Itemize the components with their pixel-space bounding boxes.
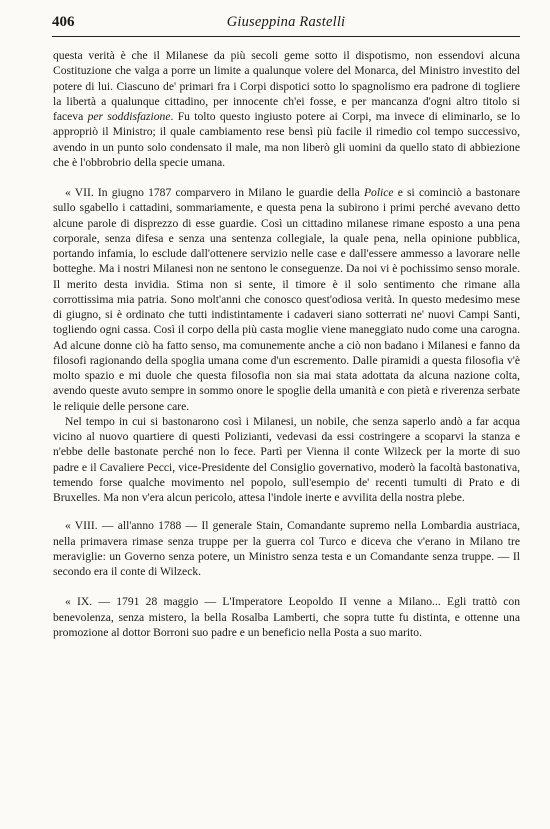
paragraph-vii: « VII. In giugno 1787 comparvero in Milano le guardie della Police e si cominciò a bastonare sullo sgabello i cattadini, sommariamente, e questa pena la subirono i primi perché avevano detto alcune parole di disprezzo di esse guardie. Così un cittadino milanese rimane esposto a una pena corporale, senza difesa e senza una sentenza collegiale, la quale pena, nella opinione pubblica, portando infamia, lo esclude dall'ottenere servizio nelle case e dall'essere ammesso a lavorare nelle botteghe. Ma i nostri Milanesi non ne sentono le conseguenze. Da noi vi è pochissimo senso morale. Il merito desta invidia. Stima non si sente, il timore è il solo sentimento che rimane alla corrottissima mia patria. Sono molt'anni che conosco quest'odiosa verità. In questo medesimo mese di giugno, si è ordinato che tutti indistintamente i cadaveri siano sotterrati ne' nuovi Campi Santi, togliendo ogni cassa. Così il corpo della più casta moglie viene maneggiato nudo come una carogna. Ad alcune donne ciò ha fatto senso, ma comunemente anche a ciò non badano i Milanesi e fanno da filosofi ragionando della spoglia umana come d'un escremento. Dalle piramidi a questa filosofia v'è molto spazio e mi duole che questa filosofia non sia mai stata adottata da alcuna nazione colta, avendo queste avuto sempre in sommo onore le spoglie della umanità e con pietà e riverenza serbate le reliquie delle persone care. bbox=[53, 186, 520, 413]
page-number: 406 bbox=[52, 14, 75, 30]
paragraph-viii: « VIII. — all'anno 1788 — Il generale Stain, Comandante supremo nella Lombardia austriaca, nella primavera rimase senza truppe per la guerra col Turco e diceva che v'erano in Milano tre meraviglie: un Governo senza potere, un Ministro senza testa e un Comandante senza truppe. — Il secondo era il conte di Wilzeck. bbox=[53, 519, 520, 578]
italic-phrase: per soddisfazione bbox=[87, 110, 171, 123]
running-title: Giuseppina Rastelli bbox=[226, 14, 346, 30]
page-body bbox=[53, 48, 520, 640]
italic-phrase: Police bbox=[363, 186, 394, 199]
paragraph-ix: « IX. — 1791 28 maggio — L'Imperatore Leopoldo II venne a Milano... Egli trattò con benevolenza, senza mistero, la bella Rosalba Lamberti, che sopra tutte fu distinta, e ottenne una promozione al dottor Borroni suo padre e un beneficio nella Posta a suo marito. bbox=[53, 595, 520, 639]
running-header bbox=[52, 14, 520, 37]
paragraph-vii-continued: Nel tempo in cui si bastonarono così i Milanesi, un nobile, che senza saperlo andò a far acqua vicino al nuovo quartiere di questi Polizianti, vedevasi da essi costringere a scoparvi la stanza e n'ebbe delle bastonate perché non lo fece. Partì per Vienna il conte Wilzeck per la morte di suo padre e il Cavaliere Pecci, vice-Presidente del Consiglio governativo, moderò la facoltà bastonativa, temendo forse qualche movimento nel popolo, sull'esempio de' recenti tumulti di Prato e di Bruxelles. Ma non v'era alcun pericolo, attesa l'indole inerte e avvilita della nostra plebe. bbox=[53, 414, 520, 504]
paragraph-continuation: questa verità è che il Milanese da più secoli geme sotto il dispotismo, non essendovi alcuna Costituzione che valga a porre un limite a qualunque volere del Monarca, del Ministro investito del potere di lui. Ciascuno de' primari fra i Corpi dispotici sotto lo spagnolismo era padrone di togliere la libertà a qualunque cittadino, per innocente ch'ei fosse, e per mancanza d'ogni altro titolo si faceva per soddisfazione. Fu tolto questo ingiusto potere ai Corpi, ma invece di eliminarlo, se lo appropriò il Ministro; il quale cambiamento rese bensì più facile il rimedio col tempo successivo, avendo in un punto solo condensato il male, ma non liberò gli uomini da quello stato di abbiezione che è l'obbrobrio della specie umana. bbox=[53, 49, 521, 169]
